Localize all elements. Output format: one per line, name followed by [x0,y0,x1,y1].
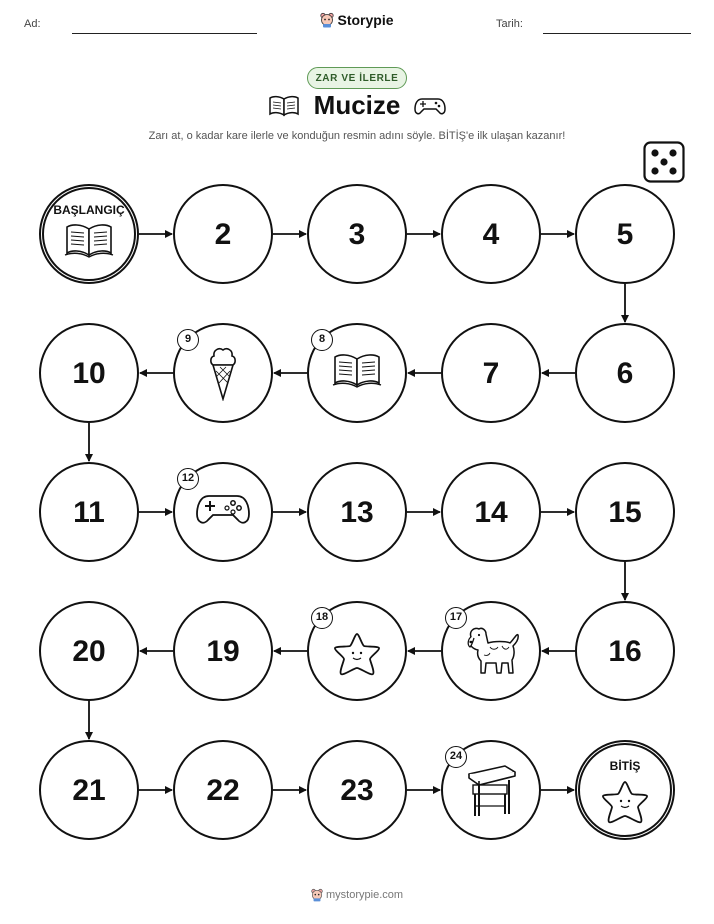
space-number: 5 [616,218,634,251]
board-space-18[interactable] [307,601,407,701]
space-number: 13 [340,496,374,529]
storypie-mascot-icon [311,889,326,901]
footer-url: mystorypie.com [326,888,404,901]
board-space-23[interactable] [307,740,407,840]
board-space-17[interactable] [441,601,541,701]
space-number: 22 [206,774,240,807]
board-space-20[interactable] [39,601,139,701]
gamepad-icon [195,492,251,531]
space-number: 6 [616,357,634,390]
name-label: Ad: [24,18,41,30]
board-space-11[interactable] [39,462,139,562]
space-number: 16 [608,635,642,668]
space-number: 10 [72,357,106,390]
activity-badge: ZAR VE İLERLE [307,67,407,89]
board-space-9[interactable] [173,323,273,423]
book-icon [332,353,382,394]
board-space-6[interactable] [575,323,675,423]
finish-space[interactable] [575,740,675,840]
space-number: 15 [608,496,642,529]
page-title: Mucize [313,90,401,120]
board-space-4[interactable] [441,184,541,284]
space-number: 19 [206,635,240,668]
space-number: 14 [474,496,508,529]
space-number: 7 [482,357,500,390]
board-space-15[interactable] [575,462,675,562]
instructions-text: Zarı at, o kadar kare ilerle ve konduğun resmin adını söyle. BİTİŞ'e ilk ulaşan kazanır! [148,130,566,142]
board-space-24[interactable] [441,740,541,840]
board-space-16[interactable] [575,601,675,701]
space-number: 20 [72,635,106,668]
ice-cream-icon [208,343,238,406]
dog-icon [462,625,520,682]
space-number: 3 [348,218,366,251]
space-number: 2 [214,218,232,251]
start-label: BAŞLANGIÇ [53,203,125,217]
book-icon [64,223,114,264]
brand-name: Storypie [337,12,394,29]
space-number-badge: 8 [311,329,333,351]
space-number: 23 [340,774,374,807]
board-space-7[interactable] [441,323,541,423]
board-space-8[interactable] [307,323,407,423]
board-space-13[interactable] [307,462,407,562]
footer [0,888,714,902]
space-number-badge: 12 [177,468,199,490]
space-number: 11 [73,496,105,529]
space-number-badge: 9 [177,329,199,351]
board-space-2[interactable] [173,184,273,284]
board-space-5[interactable] [575,184,675,284]
board-space-22[interactable] [173,740,273,840]
star-icon [601,779,649,830]
board-space-21[interactable] [39,740,139,840]
space-number-badge: 24 [445,746,467,768]
space-number-badge: 17 [445,607,467,629]
school-desk-icon [465,760,517,823]
board-space-12[interactable] [173,462,273,562]
board-space-3[interactable] [307,184,407,284]
board-space-14[interactable] [441,462,541,562]
date-label: Tarih: [496,18,523,30]
space-number-badge: 18 [311,607,333,629]
start-space[interactable] [39,184,139,284]
space-number: 4 [482,218,500,251]
board-space-10[interactable] [39,323,139,423]
board-space-19[interactable] [173,601,273,701]
finish-label: BİTİŞ [609,759,641,773]
star-icon [333,631,381,682]
space-number: 21 [72,774,106,807]
